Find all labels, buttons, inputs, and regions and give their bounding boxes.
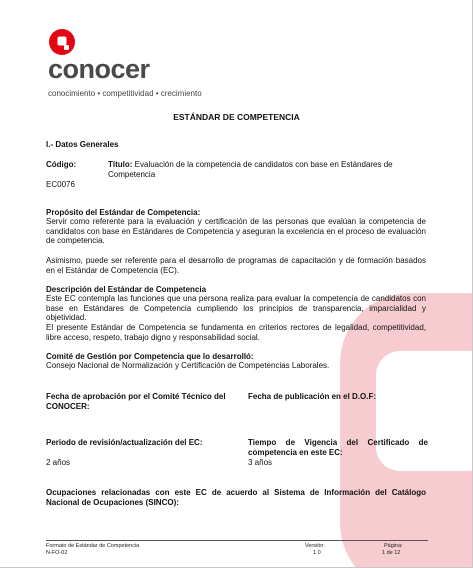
- footer-page-value: 1 de 12: [382, 550, 401, 556]
- standard-title: [108, 160, 428, 179]
- footer-page-label: Página:: [384, 543, 403, 549]
- document-title: ESTÁNDAR DE COMPETENCIA: [173, 112, 300, 122]
- dof-date-label: Fecha de publicación en el D.O.F:: [248, 392, 377, 401]
- occupations-label: Ocupaciones relacionadas con este EC de acuerdo al Sistema de Información del Catálogo Nacional de Ocupaciones (SINCO):: [46, 488, 426, 507]
- validity-value: 3 años: [248, 458, 273, 467]
- conocer-logo-mark-icon: [48, 28, 76, 56]
- footer-version-value: 1.0: [313, 550, 321, 556]
- description-paragraph-2: El presente Estándar de Competencia se fundamenta en criterios rectores de legalidad, competitividad, libre acceso, respeto, trabajo digno y responsabilidad social.: [46, 323, 426, 342]
- purpose-heading: Propósito del Estándar de Competencia:: [46, 208, 201, 217]
- description-heading: Descripción del Estándar de Competencia: [46, 285, 207, 294]
- footer-version-label: Versión:: [305, 543, 325, 549]
- code-value: EC0076: [46, 180, 75, 189]
- description-paragraph: Este EC contempla las funciones que una persona realiza para evaluar la competencia de candidatos con base en Estándares de Competencia cumpliendo los principios de transparencia, imparcialidad y objetividad.: [46, 294, 426, 323]
- review-period-label: Periodo de revisión/actualización del EC:: [46, 438, 203, 447]
- logo-wordmark: conocer: [48, 54, 150, 84]
- logo-tagline: conocimiento • competitividad • crecimiento: [48, 89, 202, 98]
- validity-label: Tiempo de Vigencia del Certificado de competencia en este EC:: [248, 438, 428, 457]
- committee-heading: Comité de Gestión por Competencia que lo desarrolló:: [46, 352, 254, 361]
- section-heading: I.- Datos Generales: [46, 140, 119, 149]
- purpose-paragraph: Servir como referente para la evaluación y certificación de las personas que evalúan la competencia de candidatos con base en Estándares de Competencia y aseguran la excelencia en el proceso de evaluación de competencia.: [46, 217, 426, 246]
- footer-format-name: Formato de Estándar de Competencia: [46, 543, 140, 549]
- code-label: Código:: [46, 160, 77, 169]
- title-label: Título:: [108, 160, 133, 169]
- title-value: Evaluación de la competencia de candidatos con base en Estándares de Competencia: [108, 160, 393, 179]
- committee-value: Consejo Nacional de Normalización y Certificación de Competencias Laborales.: [46, 361, 330, 370]
- purpose-paragraph-2: Asimismo, puede ser referente para el desarrollo de programas de capacitación y de formación basados en el Estándar de Competencia (EC).: [46, 256, 426, 275]
- footer-format-code: N-FO-02: [46, 550, 68, 556]
- approval-date-label: Fecha de aprobación por el Comité Técnico del CONOCER:: [46, 392, 226, 411]
- footer-divider: [46, 540, 428, 541]
- review-period-value: 2 años: [46, 458, 71, 467]
